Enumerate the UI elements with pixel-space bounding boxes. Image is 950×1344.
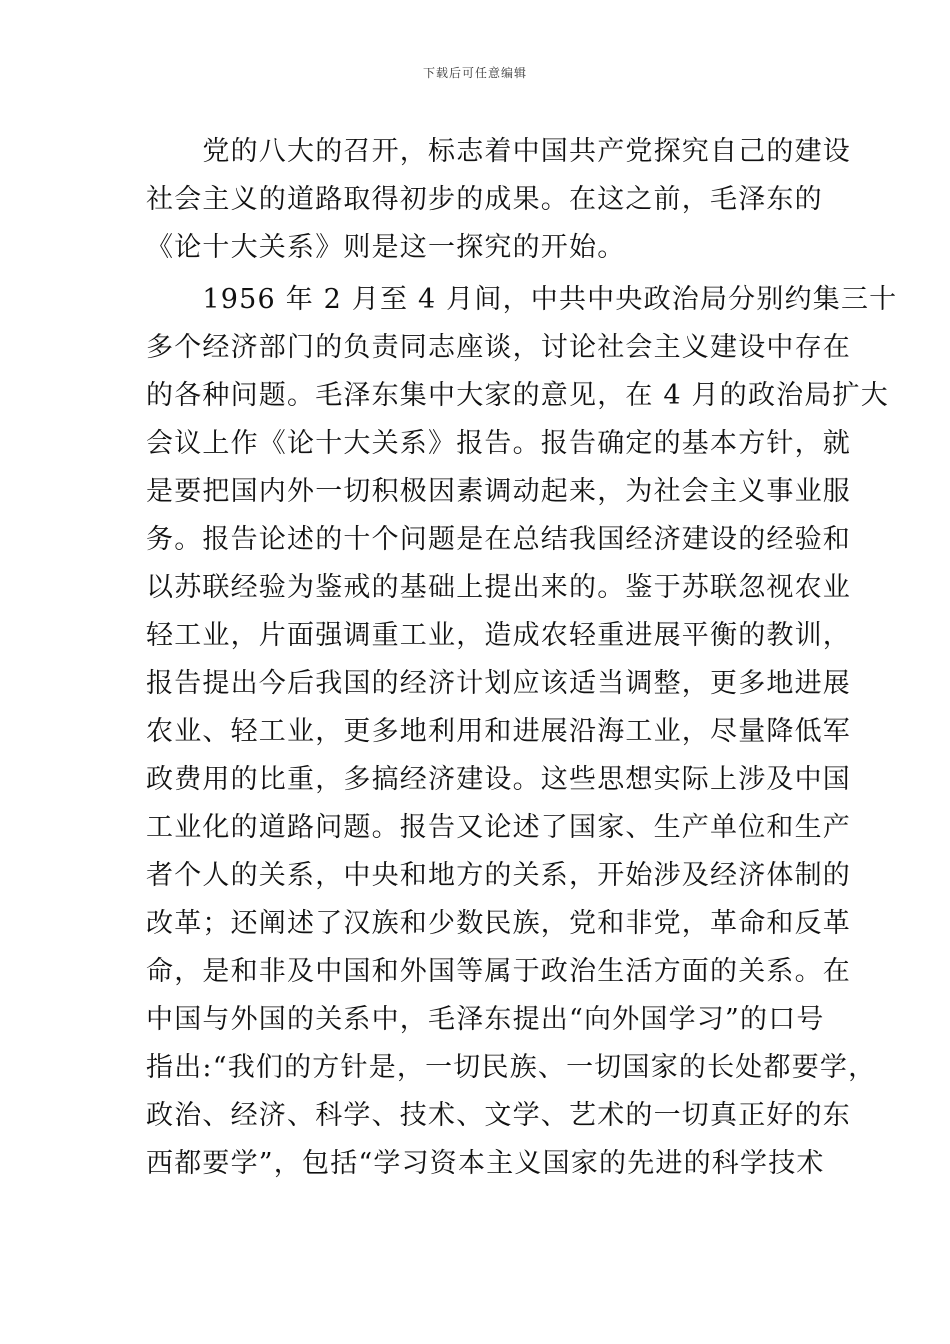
text-line: 以苏联经验为鉴戒的基础上提出来的。鉴于苏联忽视农业 — [146, 572, 851, 603]
text-line: 工业化的道路问题。报告又论述了国家、生产单位和生产 — [146, 812, 851, 843]
text-line: 政费用的比重，多搞经济建设。这些思想实际上涉及中国 — [146, 764, 851, 795]
paragraph-2 — [146, 276, 898, 1188]
text-line: 《论十大关系》则是这一探究的开始。 — [146, 232, 626, 263]
text-line: 农业、轻工业，更多地利用和进展沿海工业，尽量降低军 — [146, 716, 851, 747]
text-line: 是要把国内外一切积极因素调动起来，为社会主义事业服 — [146, 476, 851, 507]
text-line: 的各种问题。毛泽东集中大家的意见，在 4 月的政治局扩大 — [146, 380, 889, 411]
text-line: 1956 年 2 月至 4 月间，中共中央政治局分别约集三十 — [146, 284, 898, 315]
text-line: 多个经济部门的负责同志座谈，讨论社会主义建设中存在 — [146, 332, 851, 363]
text-line: 党的八大的召开，标志着中国共产党探究自己的建设 — [146, 136, 851, 167]
text-line: 者个人的关系，中央和地方的关系，开始涉及经济体制的 — [146, 860, 851, 891]
text-line: 改革；还阐述了汉族和少数民族，党和非党，革命和反革 — [146, 908, 851, 939]
document-body — [146, 128, 898, 1188]
text-line: 中国与外国的关系中，毛泽东提出“向外国学习”的口号 — [146, 1004, 825, 1035]
text-line: 会议上作《论十大关系》报告。报告确定的基本方针，就 — [146, 428, 851, 459]
text-line: 西都要学”，包括“学习资本主义国家的先进的科学技术 — [146, 1148, 825, 1179]
text-line: 指出:“我们的方针是，一切民族、一切国家的长处都要学， — [146, 1052, 877, 1083]
paragraph-1 — [146, 128, 851, 272]
text-line: 报告提出今后我国的经济计划应该适当调整，更多地进展 — [146, 668, 851, 699]
text-line: 轻工业，片面强调重工业，造成农轻重进展平衡的教训， — [146, 620, 851, 651]
text-line: 命，是和非及中国和外国等属于政治生活方面的关系。在 — [146, 956, 851, 987]
page-header: 下载后可任意编辑 — [422, 66, 527, 80]
text-line: 社会主义的道路取得初步的成果。在这之前，毛泽东的 — [146, 184, 823, 215]
text-line: 政治、经济、科学、技术、文学、艺术的一切真正好的东 — [146, 1100, 851, 1131]
text-line: 务。报告论述的十个问题是在总结我国经济建设的经验和 — [146, 524, 851, 555]
